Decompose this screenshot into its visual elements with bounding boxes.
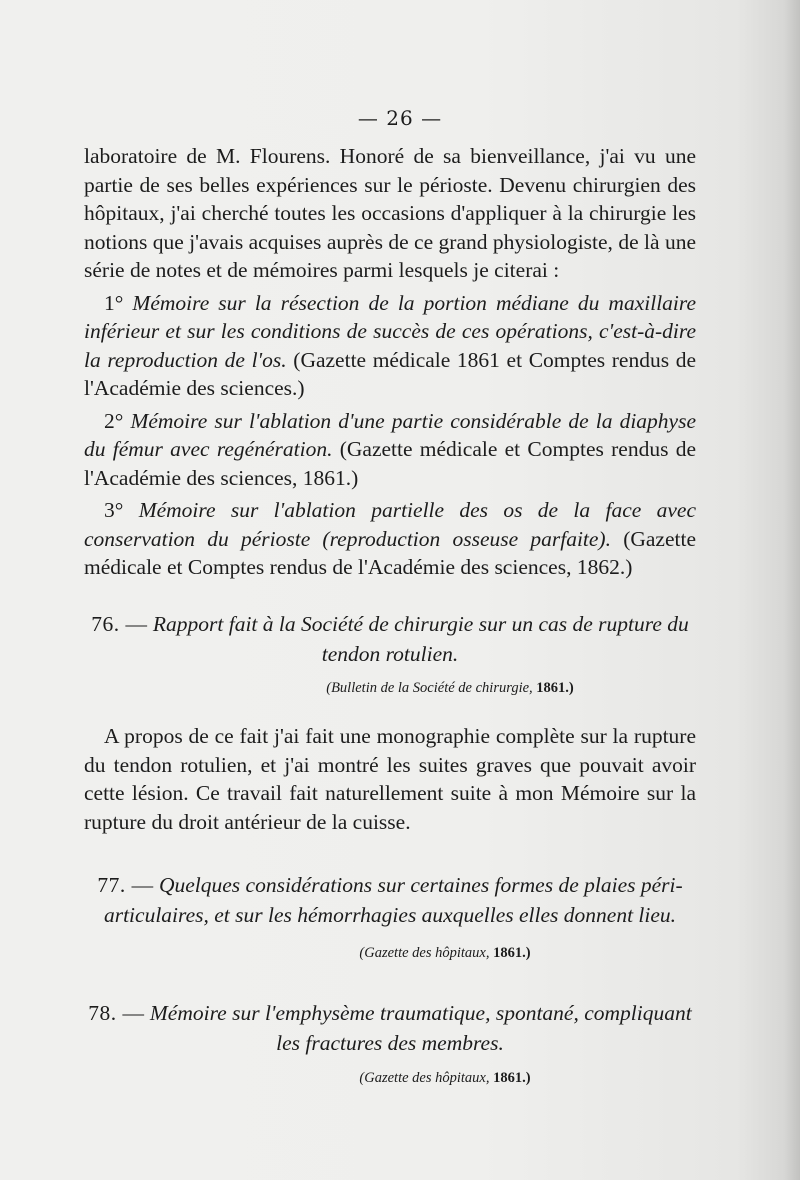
list-item-2	[84, 407, 696, 493]
entry-76-source	[84, 680, 696, 697]
entry-number: 78. —	[88, 1001, 145, 1025]
entry-76-paragraph: A propos de ce fait j'ai fait une monographie complète sur la rupture du tendon rotulien, et j'ai montré les suites graves que pouvait avoir cette lésion. Ce travail fait naturellement suite à mon Mémoire sur la rupture du droit antérieur de la cuisse.	[84, 724, 696, 834]
item-label: 2°	[104, 408, 124, 433]
entry-title: Rapport fait à la Société de chirurgie sur un cas de rupture du tendon rotulien.	[152, 612, 689, 666]
item-refs: (Gazette médicale et Comptes rendus de l'Académie des sciences, 1862.)	[84, 526, 696, 579]
entry-number: 77. —	[97, 873, 154, 897]
entry-77-source	[84, 945, 696, 962]
intro-paragraph: laboratoire de M. Flourens. Honoré de sa bienveillance, j'ai vu une partie de ses belles expériences sur le périoste. Devenu chirurgien des hôpitaux, j'ai cherché toutes les occasions d'appliquer à la chirurgie les notions que j'avais acquises auprès de ce grand physiologiste, de là une série de notes et de mémoires parmi lesquels je citerai :	[84, 144, 696, 282]
source-name: (Bulletin de la Société de chirurgie,	[326, 680, 533, 696]
source-name: (Gazette des hôpitaux,	[359, 1070, 490, 1086]
page-number: — 26 —	[357, 106, 443, 130]
item-refs: (Gazette médicale 1861 et Comptes rendus de l'Académie des sciences.)	[84, 347, 697, 400]
source-year: 1861.)	[493, 1070, 531, 1086]
entry-title: Quelques considérations sur certaines formes de plaies péri-articulaires, et sur les hémorrhagies auxquelles elles donnent lieu.	[103, 873, 683, 927]
entry-78-title	[84, 998, 696, 1058]
item-title: Mémoire sur la résection de la portion médiane du maxillaire inférieur et sur les conditions de succès de ces opérations, c'est-à-dire la reproduction de l'os.	[84, 290, 696, 372]
list-item-1	[84, 289, 696, 403]
item-title: Mémoire sur l'ablation partielle des os de la face avec conservation du périoste (reproduction osseuse parfaite).	[84, 498, 696, 551]
source-year: 1861.)	[493, 945, 531, 961]
page-edge-shadow	[784, 0, 800, 1180]
entry-78-source	[84, 1070, 696, 1087]
entry-77-title	[84, 870, 696, 930]
item-title: Mémoire sur l'ablation d'une partie considérable de la diaphyse du fémur avec regénération.	[84, 408, 696, 461]
entry-76-title	[84, 609, 696, 669]
item-refs: (Gazette médicale et Comptes rendus de l'Académie des sciences, 1861.)	[84, 437, 696, 490]
entry-title: Mémoire sur l'emphysème traumatique, spontané, compliquant les fractures des membres.	[149, 1001, 692, 1055]
source-year: 1861.)	[536, 680, 574, 696]
source-name: (Gazette des hôpitaux,	[359, 945, 490, 961]
entry-number: 76. —	[91, 612, 148, 636]
main-text-block	[84, 142, 696, 582]
list-item-3	[84, 496, 696, 582]
item-label: 3°	[104, 498, 124, 522]
item-label: 1°	[104, 290, 124, 315]
